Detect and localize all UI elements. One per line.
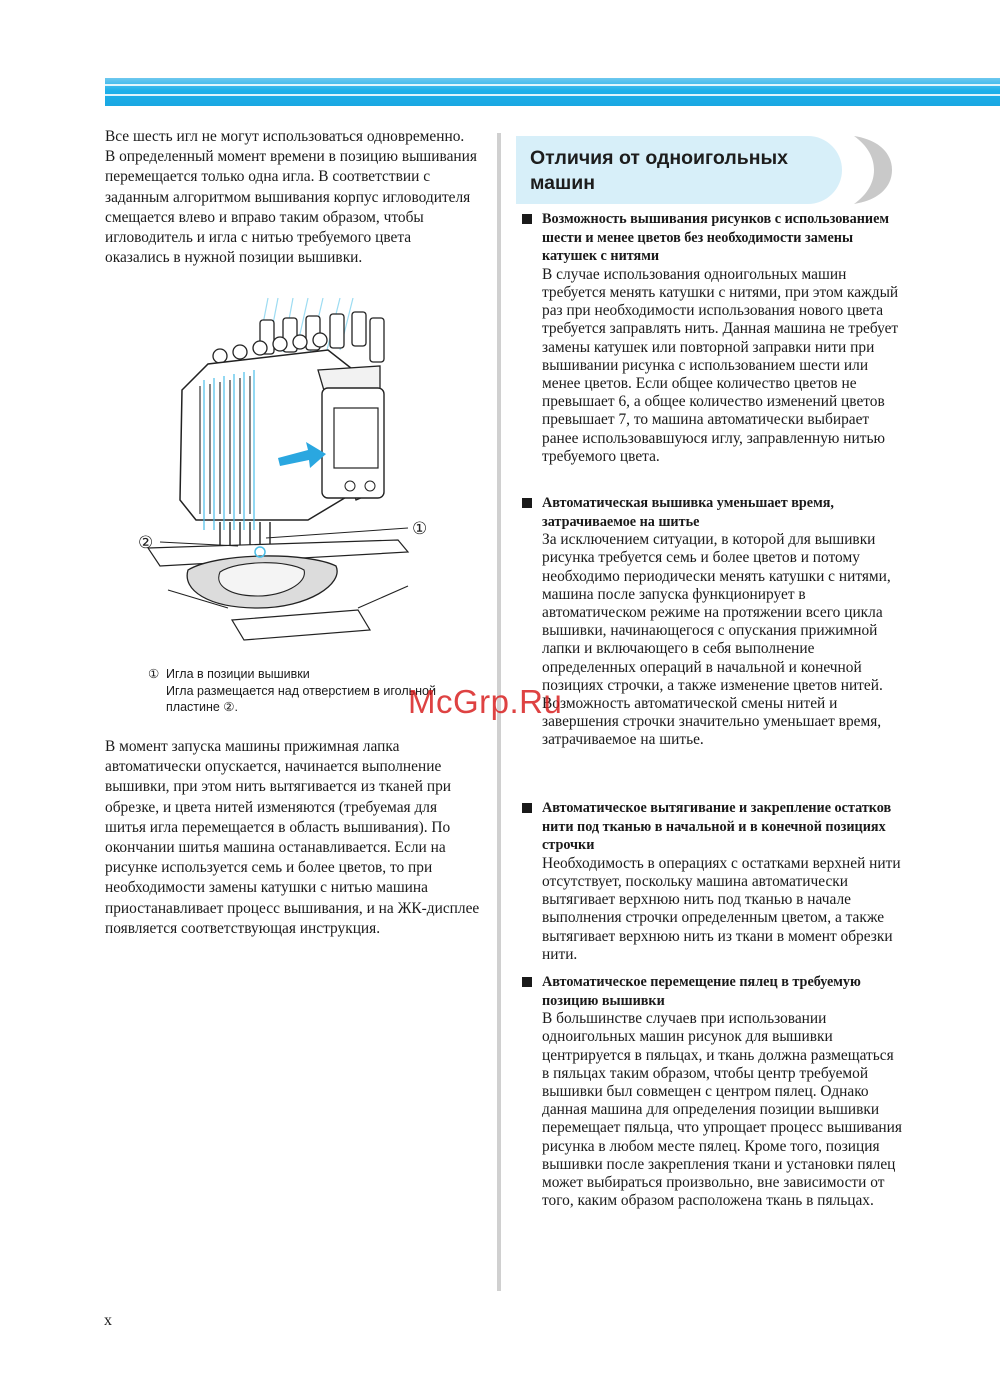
section-heading <box>530 146 788 196</box>
feature-title: Автоматическое вытягивание и закрепление остатков нити под тканью в начальной и в конечной позициях строчки <box>542 800 892 854</box>
watermark: McGrp.Ru <box>408 683 563 720</box>
feature-item <box>522 494 902 750</box>
header-band <box>105 78 1000 106</box>
feature-title: Автоматическое перемещение пялец в требуемую позицию вышивки <box>542 974 861 1009</box>
feature-body: Необходимость в операциях с остатками верхней нити отсутствует, поскольку машина автоматически вытягивает верхнюю нить под тканью в начале выполнения строчки определенным цветом, а также вытягивает верхнюю нить из ткани в момент обрезки нити. <box>542 854 901 963</box>
caption-line: Игла размещается над отверстием в игольной <box>166 683 436 698</box>
caption-line: пластине ②. <box>166 700 238 715</box>
figure-caption <box>148 666 436 716</box>
figure-label-1: ① <box>412 519 428 539</box>
heading-tab-decoration <box>850 136 892 204</box>
feature-item <box>522 799 902 964</box>
heading-line: Отличия от одноигольных <box>530 147 788 169</box>
feature-title: Автоматическая вышивка уменьшает время, затрачиваемое на шитье <box>542 495 834 530</box>
bullet-icon <box>522 214 532 224</box>
page-number: x <box>104 1312 112 1329</box>
feature-title: Возможность вышивания рисунков с использованием шести и менее цветов без необходимости замены катушек с нитями <box>542 211 890 265</box>
header-stripe <box>105 94 1000 96</box>
figure-label-2: ② <box>138 533 154 553</box>
lcd-screen <box>334 408 378 468</box>
machine-illustration <box>108 290 480 662</box>
intro-paragraph: Все шесть игл не могут использоваться одновременно. В определенный момент времени в позицию вышивания перемещается только одна игла. В соответствии с заданным алгоритмом вышивания корпус игловодителя смещается влево и вправо таким образом, чтобы игловодитель и игла с нитью требуемого цвета оказались в нужной позиции вышивки. <box>105 128 477 267</box>
bullet-icon <box>522 803 532 813</box>
heading-line: машин <box>530 172 596 194</box>
carriage <box>232 610 370 640</box>
operation-paragraph: В момент запуска машины прижимная лапка автоматически опускается, начинается выполнение вышивки, при этом нить вытягивается из тканей при обрезке, и цвета нитей изменяются (требуемая для шитья игла перемещается в область вышивания). По окончании шитья машина останавливается. Если на рисунке используется семь и более цветов, то при необходимости замены катушки с нитью машина приостанавливает процесс вышивания, и на ЖК-дисплее появляется соответствующая инструкция. <box>105 738 480 937</box>
bullet-icon <box>522 498 532 508</box>
feature-body: За исключением ситуации, в которой для вышивки рисунка требуется семь и более цветов и потому необходимо периодически менять катушки с нитями, машина после запуска функционирует в автоматическом режиме на протяжении всего цикла вышивки, начинающегося с опускания прижимной лапки и включающего в себя выполнение определенных операций в начальной и конечной позициях строчки, а также изменение цветов нитей. Возможность автоматической смены нитей и завершения строчки значительно уменьшает время, затрачиваемое на шитье. <box>542 531 891 749</box>
caption-number: ① <box>148 667 160 681</box>
header-stripe <box>105 84 1000 86</box>
callout-line-1 <box>266 528 408 538</box>
feature-item <box>522 973 902 1210</box>
feature-item <box>522 210 902 466</box>
bullet-icon <box>522 977 532 987</box>
callout-line-2 <box>160 542 238 546</box>
feature-body: В случае использования одноигольных машин требуется менять катушки с нитями, при этом каждый раз при необходимости использования нового цвета требуется заправлять нить. Данная машина не требует замены катушек или повторной заправки нити при вышивании рисунка с использованием шести или менее цветов. Если общее количество цветов не превышает 6, а общее количество изменений цветов превышает 7, то машина автоматически выбирает ранее использовавшуюся иглу, заправленную нитью требуемого цвета. <box>542 265 899 465</box>
feature-body: В большинстве случаев при использовании одноигольных машин рисунок для вышивки центрируется в пяльцах, и ткань должна размещаться в пяльцах таким образом, чтобы центр требуемой вышивки был совмещен с центром пялец. Однако данная машина для определения позиции вышивки перемещает пяльца, что упрощает процесс вышивания рисунка в любом месте пялец. Кроме того, позиция вышивки после закрепления ткани и установки пялец может выбираться произвольно, вне зависимости от того, каким образом расположена ткань в пяльцах. <box>542 1010 902 1210</box>
section-heading-box <box>516 136 842 204</box>
caption-title: Игла в позиции вышивки <box>166 667 310 681</box>
